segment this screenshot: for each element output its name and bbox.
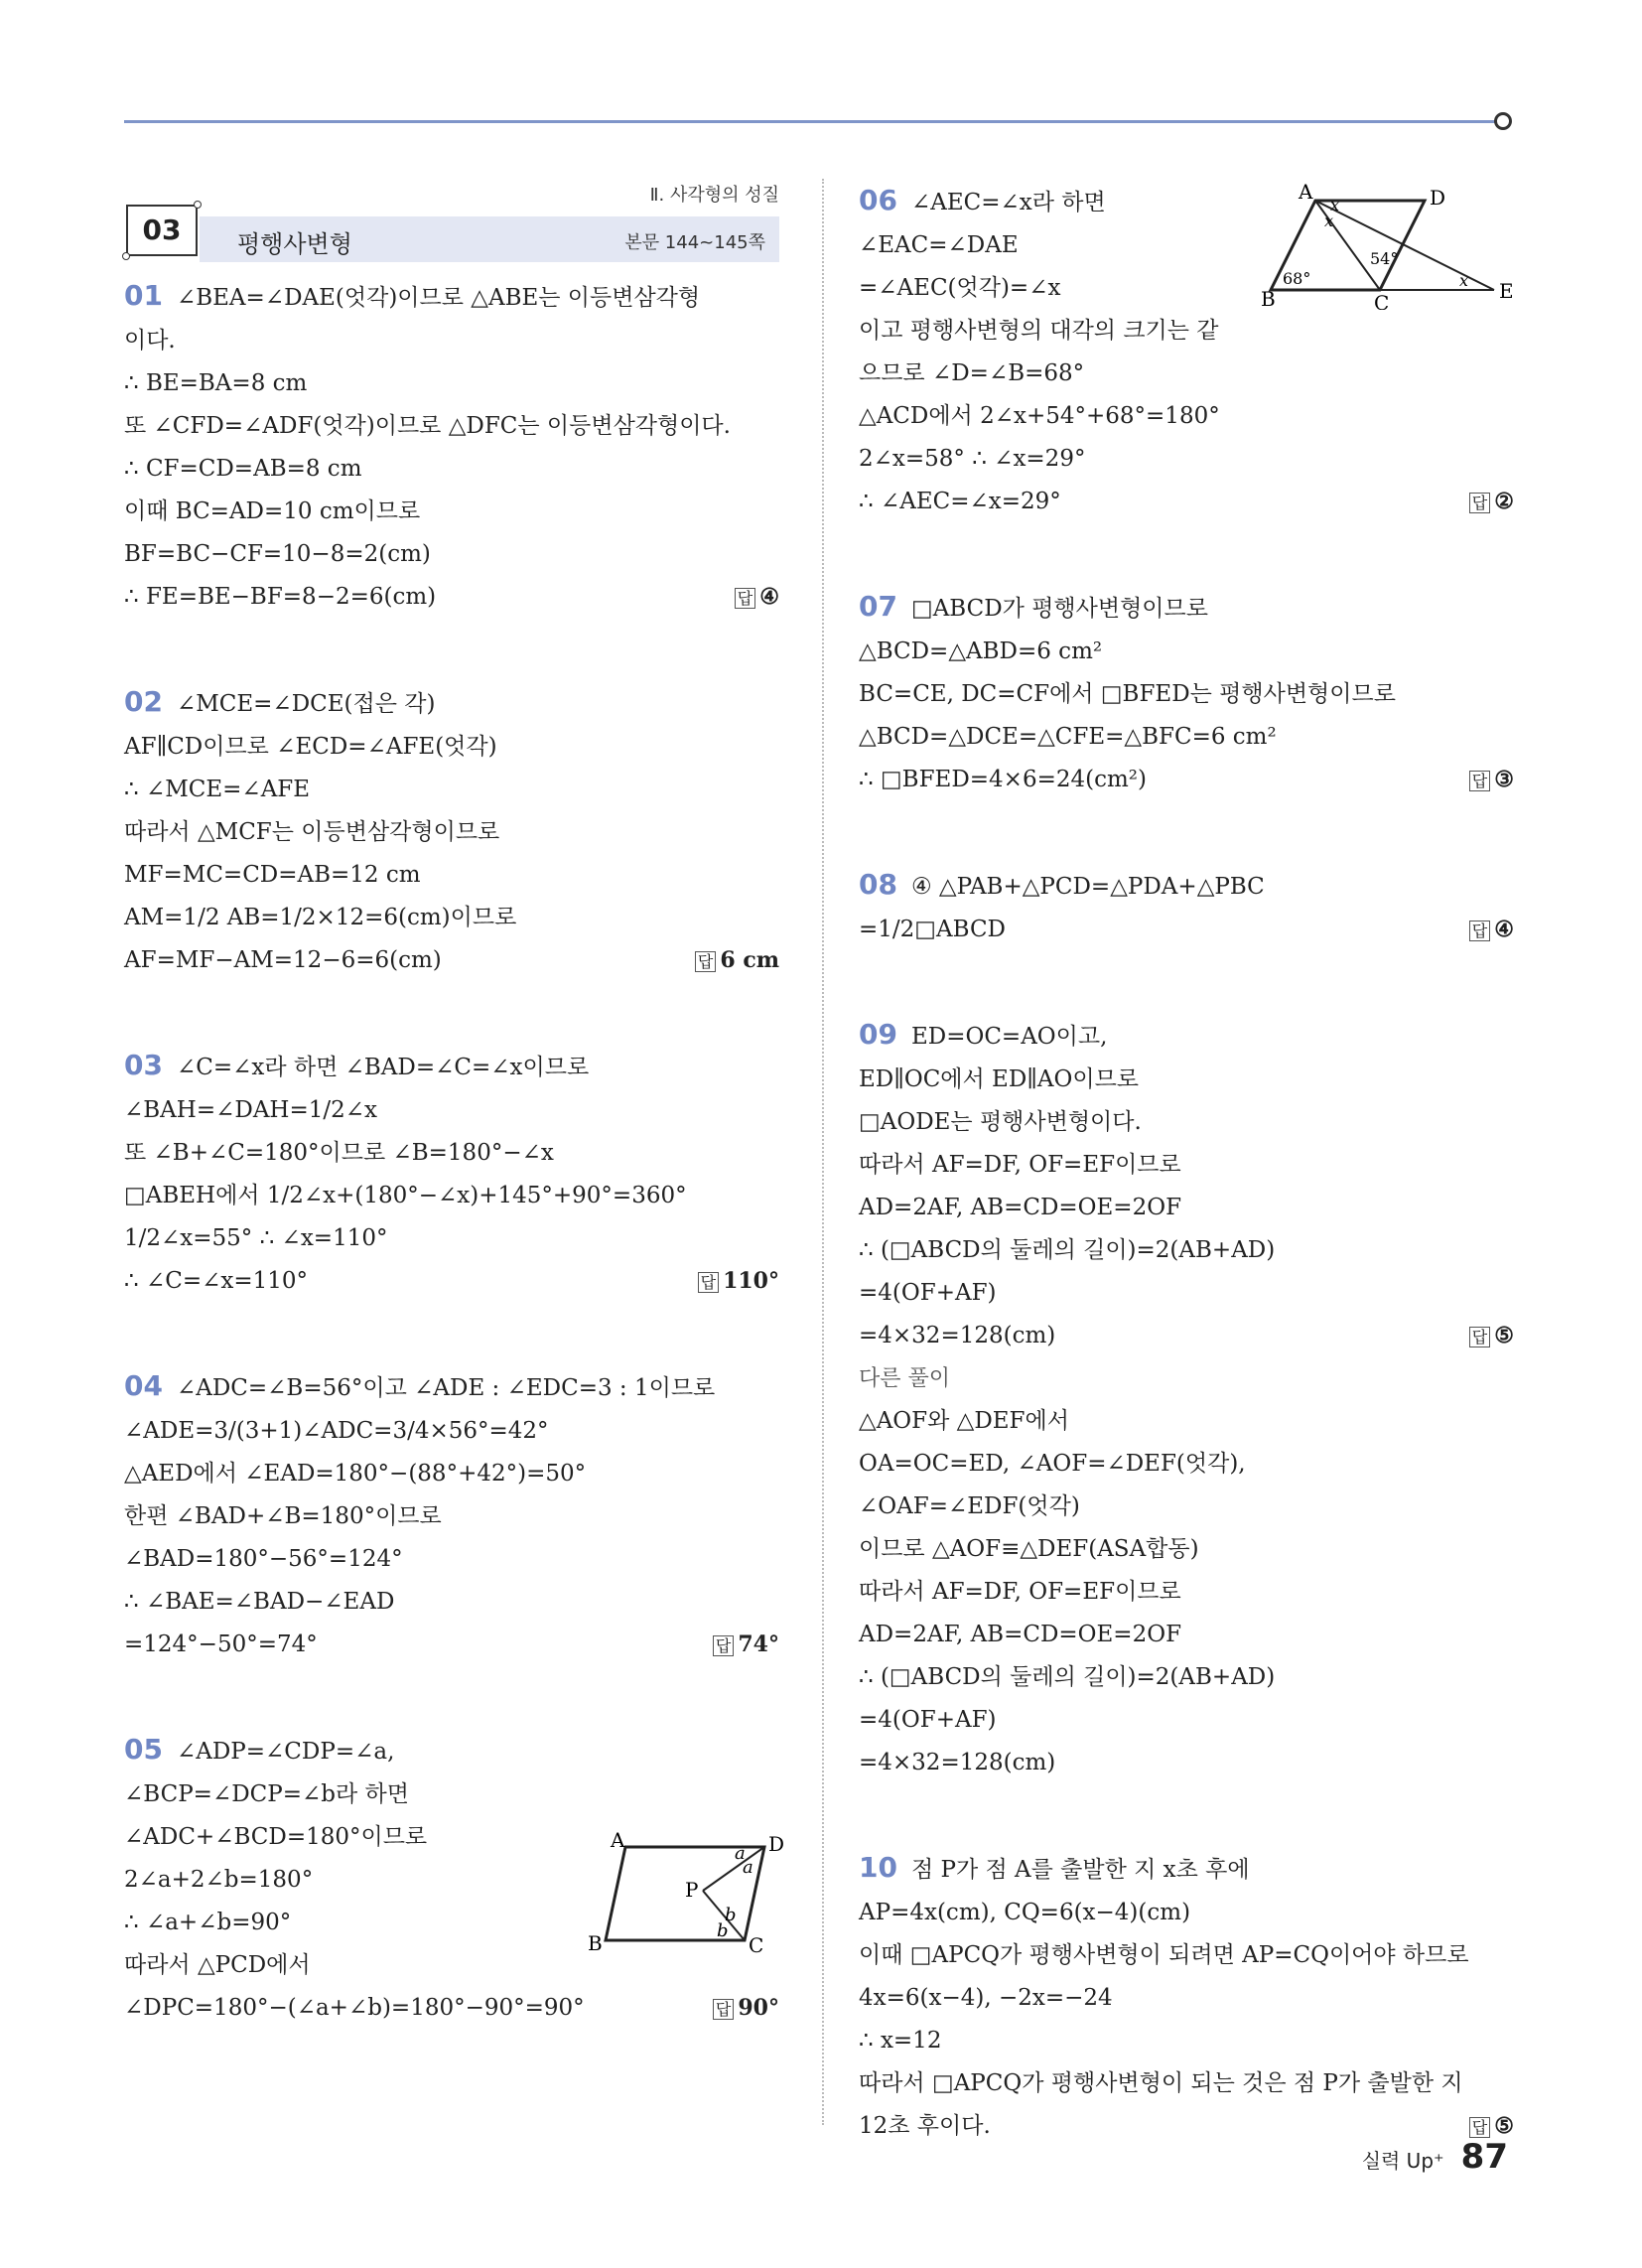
solution-text: ∠AEC=∠x라 하면 bbox=[910, 190, 1106, 215]
problem-03 bbox=[124, 1044, 779, 1303]
solution-text: ∴ ∠a+∠b=90° bbox=[124, 1910, 292, 1935]
answer-label bbox=[713, 1987, 779, 2031]
solution-line bbox=[124, 854, 779, 897]
solution-text: ∴ ∠MCE=∠AFE bbox=[124, 777, 311, 802]
alternate-solution-line: △AOF와 △DEF에서 bbox=[859, 1408, 1069, 1434]
solution-line bbox=[859, 1846, 1514, 1892]
solution-text: ∠ADE=3/(3+1)∠ADC=3/4×56°=42° bbox=[124, 1418, 549, 1444]
solution-text: =∠AEC(엇각)=∠x bbox=[859, 275, 1061, 301]
solution-line bbox=[124, 1089, 779, 1132]
answer-label bbox=[713, 1624, 779, 1667]
problem-04 bbox=[124, 1364, 779, 1666]
solution-line bbox=[859, 1272, 1514, 1315]
chapter-label: Ⅱ. 사각형의 성질 bbox=[649, 185, 779, 206]
solution-line bbox=[859, 310, 1514, 353]
solution-text: AF=MF−AM=12−6=6(cm) bbox=[124, 947, 442, 973]
solution-line bbox=[859, 673, 1514, 716]
solution-text: 2∠a+2∠b=180° bbox=[124, 1867, 314, 1893]
answer-value: ⑤ bbox=[1494, 1323, 1514, 1348]
solution-text: ∴ x=12 bbox=[859, 2028, 942, 2054]
solution-text: ∴ BE=BA=8 cm bbox=[124, 370, 308, 396]
solution-line bbox=[124, 811, 779, 854]
fig06-label-d: D bbox=[1430, 186, 1446, 210]
solution-line bbox=[124, 533, 779, 576]
fig05-angle-b1: b bbox=[725, 1905, 737, 1925]
solution-text: AP=4x(cm), CQ=6(x−4)(cm) bbox=[859, 1900, 1191, 1925]
answer-mark: 답 bbox=[713, 1999, 734, 2020]
solution-line bbox=[124, 1581, 779, 1624]
page-ref: 본문 144~145쪽 bbox=[624, 232, 765, 253]
solution-line bbox=[124, 1495, 779, 1538]
page-number: 87 bbox=[1460, 2137, 1508, 2177]
solution-text: AM=1/2 AB=1/2×12=6(cm)이므로 bbox=[124, 905, 517, 930]
fig06-label-a: A bbox=[1299, 181, 1313, 204]
solution-text: △ACD에서 2∠x+54°+68°=180° bbox=[859, 403, 1220, 429]
solution-text: ∠DPC=180°−(∠a+∠b)=180°−90°=90° bbox=[124, 1995, 585, 2021]
answer-mark: 답 bbox=[1469, 921, 1490, 941]
solution-text: ∠BEA=∠DAE(엇각)이므로 △ABE는 이등변삼각형 bbox=[176, 285, 701, 311]
section-header bbox=[124, 179, 779, 266]
solution-text: ∠BCP=∠DCP=∠b라 하면 bbox=[124, 1781, 409, 1807]
solution-line bbox=[124, 769, 779, 811]
solution-text: ∠ADP=∠CDP=∠a, bbox=[176, 1739, 395, 1765]
top-rule-dot bbox=[1494, 112, 1512, 130]
solution-text: 이고 평행사변형의 대각의 크기는 같 bbox=[859, 318, 1219, 344]
solution-text: 이때 □APCQ가 평행사변형이 되려면 AP=CQ이어야 하므로 bbox=[859, 1942, 1469, 1968]
solution-text: ∴ (□ABCD의 둘레의 길이)=2(AB+AD) bbox=[859, 1237, 1276, 1263]
solution-text: ∴ □BFED=4×6=24(cm²) bbox=[859, 767, 1147, 792]
alternate-solution-line: OA=OC=ED, ∠AOF=∠DEF(엇각), bbox=[859, 1451, 1246, 1477]
solution-text: 으므로 ∠D=∠B=68° bbox=[859, 360, 1085, 386]
solution-line bbox=[124, 680, 779, 726]
solution-text: △AED에서 ∠EAD=180°−(88°+42°)=50° bbox=[124, 1461, 587, 1487]
answer-mark: 답 bbox=[735, 588, 755, 609]
problem-number: 01 bbox=[124, 279, 163, 312]
solution-line bbox=[859, 1013, 1514, 1059]
solution-text: ④ △PAB+△PCD=△PDA+△PBC bbox=[910, 874, 1265, 900]
problem-number: 07 bbox=[859, 590, 897, 623]
solution-line bbox=[124, 1260, 779, 1303]
fig05-label-p: P bbox=[685, 1878, 699, 1902]
solution-line bbox=[124, 1453, 779, 1495]
solution-line bbox=[859, 353, 1514, 395]
problem-07 bbox=[859, 585, 1514, 801]
problem-number: 05 bbox=[124, 1733, 163, 1766]
solution-line bbox=[124, 1364, 779, 1410]
fig06-angle-x1: x bbox=[1330, 196, 1340, 214]
solution-text: BC=CE, DC=CF에서 □BFED는 평행사변형이므로 bbox=[859, 681, 1396, 707]
solution-text: =124°−50°=74° bbox=[124, 1631, 318, 1657]
answer-mark: 답 bbox=[1469, 771, 1490, 791]
solution-text: □ABEH에서 1/2∠x+(180°−∠x)+145°+90°=360° bbox=[124, 1183, 687, 1208]
problem-number: 04 bbox=[124, 1369, 163, 1402]
answer-mark: 답 bbox=[1469, 2117, 1490, 2138]
solution-text: AD=2AF, AB=CD=OE=2OF bbox=[859, 1195, 1182, 1220]
fig05-label-a: A bbox=[611, 1829, 625, 1852]
problem-number: 08 bbox=[859, 868, 897, 901]
solution-text: 점 P가 점 A를 출발한 지 x초 후에 bbox=[910, 1857, 1250, 1883]
solution-line bbox=[859, 1101, 1514, 1144]
solution-text: 2∠x=58° ∴ ∠x=29° bbox=[859, 446, 1086, 472]
solution-text: ∠EAC=∠DAE bbox=[859, 232, 1019, 258]
solution-line bbox=[859, 1934, 1514, 1977]
solution-line bbox=[859, 1144, 1514, 1187]
fig06-angle-54: 54° bbox=[1370, 249, 1399, 268]
answer-mark: 답 bbox=[713, 1635, 734, 1656]
solution-line bbox=[859, 481, 1514, 523]
problem-02 bbox=[124, 680, 779, 982]
solution-text: 1/2∠x=55° ∴ ∠x=110° bbox=[124, 1225, 388, 1251]
fig05-angle-a2: a bbox=[743, 1857, 753, 1878]
solution-line bbox=[859, 438, 1514, 481]
answer-value: 74° bbox=[738, 1631, 779, 1657]
alternate-solution-line: 이므로 △AOF≡△DEF(ASA합동) bbox=[859, 1536, 1199, 1562]
solution-text: ∴ FE=BE−BF=8−2=6(cm) bbox=[124, 584, 437, 610]
footer-label: 실력 Up⁺ bbox=[1361, 2149, 1444, 2173]
answer-value: ③ bbox=[1494, 767, 1514, 792]
figure-05-parallelogram bbox=[586, 1829, 784, 1958]
answer-mark: 답 bbox=[698, 1272, 719, 1293]
solution-text: 따라서 AF=DF, OF=EF이므로 bbox=[859, 1152, 1181, 1178]
fig06-angle-x2: x bbox=[1324, 212, 1334, 230]
problem-01 bbox=[124, 274, 779, 619]
solution-line bbox=[124, 1987, 779, 2030]
solution-text: △BCD=△ABD=6 cm² bbox=[859, 638, 1103, 664]
answer-value: 90° bbox=[738, 1995, 779, 2021]
problem-number: 02 bbox=[124, 685, 163, 718]
solution-line bbox=[124, 897, 779, 939]
solution-text: =4(OF+AF) bbox=[859, 1280, 997, 1306]
page-footer bbox=[1362, 2137, 1508, 2177]
problem-number: 09 bbox=[859, 1018, 897, 1051]
solution-line bbox=[859, 1059, 1514, 1101]
fig06-label-c: C bbox=[1374, 291, 1390, 310]
solution-line bbox=[124, 726, 779, 769]
top-rule bbox=[124, 120, 1504, 123]
problem-08 bbox=[859, 863, 1514, 951]
section-title: 평행사변형 bbox=[237, 230, 352, 258]
alternate-solution-title: 다른 풀이 bbox=[859, 1366, 951, 1391]
answer-value: 110° bbox=[723, 1268, 779, 1294]
fig05-label-b: B bbox=[588, 1931, 603, 1955]
solution-text: △BCD=△DCE=△CFE=△BFC=6 cm² bbox=[859, 724, 1277, 750]
solution-text: ∠BAH=∠DAH=1/2∠x bbox=[124, 1097, 378, 1123]
fig06-angle-x3: x bbox=[1459, 271, 1469, 290]
fig06-label-e: E bbox=[1499, 279, 1514, 303]
solution-line bbox=[859, 395, 1514, 438]
solution-line bbox=[124, 576, 779, 619]
problem-number: 03 bbox=[124, 1049, 163, 1081]
answer-value: ② bbox=[1494, 489, 1514, 514]
solution-line bbox=[124, 362, 779, 405]
solution-line bbox=[859, 1229, 1514, 1272]
solution-line bbox=[124, 1044, 779, 1089]
solution-text: ∠ADC+∠BCD=180°이므로 bbox=[124, 1824, 428, 1850]
solution-text: ∠C=∠x라 하면 ∠BAD=∠C=∠x이므로 bbox=[176, 1055, 590, 1080]
solution-line bbox=[859, 1892, 1514, 1934]
solution-text: =4×32=128(cm) bbox=[859, 1323, 1056, 1348]
answer-mark: 답 bbox=[695, 951, 716, 972]
solution-text: 따라서 △PCD에서 bbox=[124, 1952, 311, 1978]
answer-value: ④ bbox=[759, 584, 779, 610]
alternate-solution-line: ∠OAF=∠EDF(엇각) bbox=[859, 1493, 1080, 1519]
answer-label bbox=[695, 939, 779, 983]
solution-text: 이때 BC=AD=10 cm이므로 bbox=[124, 498, 421, 524]
solution-text: ED∥OC에서 ED∥AO이므로 bbox=[859, 1066, 1140, 1092]
solution-line bbox=[124, 1538, 779, 1581]
solution-line bbox=[859, 759, 1514, 801]
problem-number: 10 bbox=[859, 1851, 897, 1884]
alternate-solution-line: =4(OF+AF) bbox=[859, 1707, 997, 1733]
solution-line bbox=[124, 939, 779, 982]
section-number: 03 bbox=[126, 205, 198, 256]
solution-text: =1/2□ABCD bbox=[859, 917, 1006, 942]
answer-label bbox=[1469, 759, 1514, 802]
fig06-angle-68: 68° bbox=[1283, 269, 1311, 288]
answer-label bbox=[1469, 481, 1514, 524]
alternate-solution-line: =4×32=128(cm) bbox=[859, 1750, 1056, 1775]
solution-text: ED=OC=AO이고, bbox=[910, 1024, 1108, 1050]
right-column bbox=[859, 179, 1514, 2209]
figure-06-parallelogram bbox=[1261, 181, 1519, 310]
answer-mark: 답 bbox=[1469, 493, 1490, 513]
answer-mark: 답 bbox=[1469, 1327, 1490, 1347]
solution-line bbox=[859, 631, 1514, 673]
solution-text: 4x=6(x−4), −2x=−24 bbox=[859, 1985, 1113, 2011]
solution-line bbox=[124, 1624, 779, 1666]
fig06-label-b: B bbox=[1261, 287, 1276, 310]
solution-line bbox=[124, 448, 779, 491]
solution-text: 따라서 △MCF는 이등변삼각형이므로 bbox=[124, 819, 500, 845]
solution-text: 또 ∠B+∠C=180°이므로 ∠B=180°−∠x bbox=[124, 1140, 554, 1166]
fig05-angle-b2: b bbox=[717, 1920, 729, 1941]
solution-text: ∴ CF=CD=AB=8 cm bbox=[124, 456, 362, 482]
solution-line bbox=[124, 1217, 779, 1260]
solution-text: MF=MC=CD=AB=12 cm bbox=[124, 862, 421, 888]
solution-line bbox=[124, 405, 779, 448]
solution-text: 따라서 □APCQ가 평행사변형이 되는 것은 점 P가 출발한 지 bbox=[859, 2070, 1463, 2096]
solution-text: ∠ADC=∠B=56°이고 ∠ADE : ∠EDC=3 : 1이므로 bbox=[176, 1375, 716, 1401]
solution-text: □AODE는 평행사변형이다. bbox=[859, 1109, 1142, 1135]
solution-line bbox=[124, 274, 779, 320]
answer-label bbox=[1469, 909, 1514, 952]
left-column bbox=[124, 179, 779, 2091]
solution-text: ∴ ∠AEC=∠x=29° bbox=[859, 489, 1061, 514]
solution-line bbox=[124, 1175, 779, 1217]
problem-number: 06 bbox=[859, 184, 897, 216]
solution-text: ∴ ∠C=∠x=110° bbox=[124, 1268, 308, 1294]
answer-label bbox=[735, 576, 779, 620]
solution-line bbox=[124, 491, 779, 533]
solution-line bbox=[859, 585, 1514, 631]
fig05-label-c: C bbox=[749, 1933, 764, 1957]
answer-value: 6 cm bbox=[720, 947, 779, 973]
solution-text: 또 ∠CFD=∠ADF(엇각)이므로 △DFC는 이등변삼각형이다. bbox=[124, 413, 731, 439]
solution-text: □ABCD가 평행사변형이므로 bbox=[910, 596, 1208, 622]
problem-09 bbox=[859, 1013, 1514, 1784]
solution-line bbox=[124, 320, 779, 362]
solution-line bbox=[859, 1977, 1514, 2020]
answer-label bbox=[1469, 1315, 1514, 1358]
solution-text: 12초 후이다. bbox=[859, 2113, 991, 2139]
solution-line bbox=[859, 1187, 1514, 1229]
solution-line bbox=[859, 716, 1514, 759]
column-divider bbox=[822, 179, 824, 2125]
solution-line bbox=[859, 863, 1514, 909]
answer-label bbox=[698, 1260, 779, 1304]
solution-text: ∠MCE=∠DCE(접은 각) bbox=[176, 691, 436, 717]
alternate-solution-line: 따라서 AF=DF, OF=EF이므로 bbox=[859, 1579, 1181, 1605]
answer-value: ⑤ bbox=[1494, 2113, 1514, 2139]
solution-line bbox=[124, 1773, 779, 1816]
solution-text: 이다. bbox=[124, 328, 176, 354]
solution-text: ∠BAD=180°−56°=124° bbox=[124, 1546, 403, 1572]
solution-line bbox=[124, 1410, 779, 1453]
solution-line bbox=[859, 2020, 1514, 2062]
solution-line bbox=[124, 1728, 779, 1773]
fig05-angle-a1: a bbox=[735, 1843, 746, 1864]
solution-line bbox=[859, 1315, 1514, 1357]
solution-text: ∴ ∠BAE=∠BAD−∠EAD bbox=[124, 1589, 395, 1615]
problem-10 bbox=[859, 1846, 1514, 2148]
fig05-label-d: D bbox=[768, 1832, 784, 1856]
alternate-solution-line: ∴ (□ABCD의 둘레의 길이)=2(AB+AD) bbox=[859, 1664, 1276, 1690]
solution-line bbox=[859, 909, 1514, 951]
solution-text: AF∥CD이므로 ∠ECD=∠AFE(엇각) bbox=[124, 734, 497, 760]
alternate-solution-line: AD=2AF, AB=CD=OE=2OF bbox=[859, 1622, 1182, 1647]
solution-text: BF=BC−CF=10−8=2(cm) bbox=[124, 541, 431, 567]
solution-line bbox=[859, 2062, 1514, 2105]
solution-text: 한편 ∠BAD+∠B=180°이므로 bbox=[124, 1503, 442, 1529]
answer-value: ④ bbox=[1494, 917, 1514, 942]
solution-line bbox=[124, 1132, 779, 1175]
